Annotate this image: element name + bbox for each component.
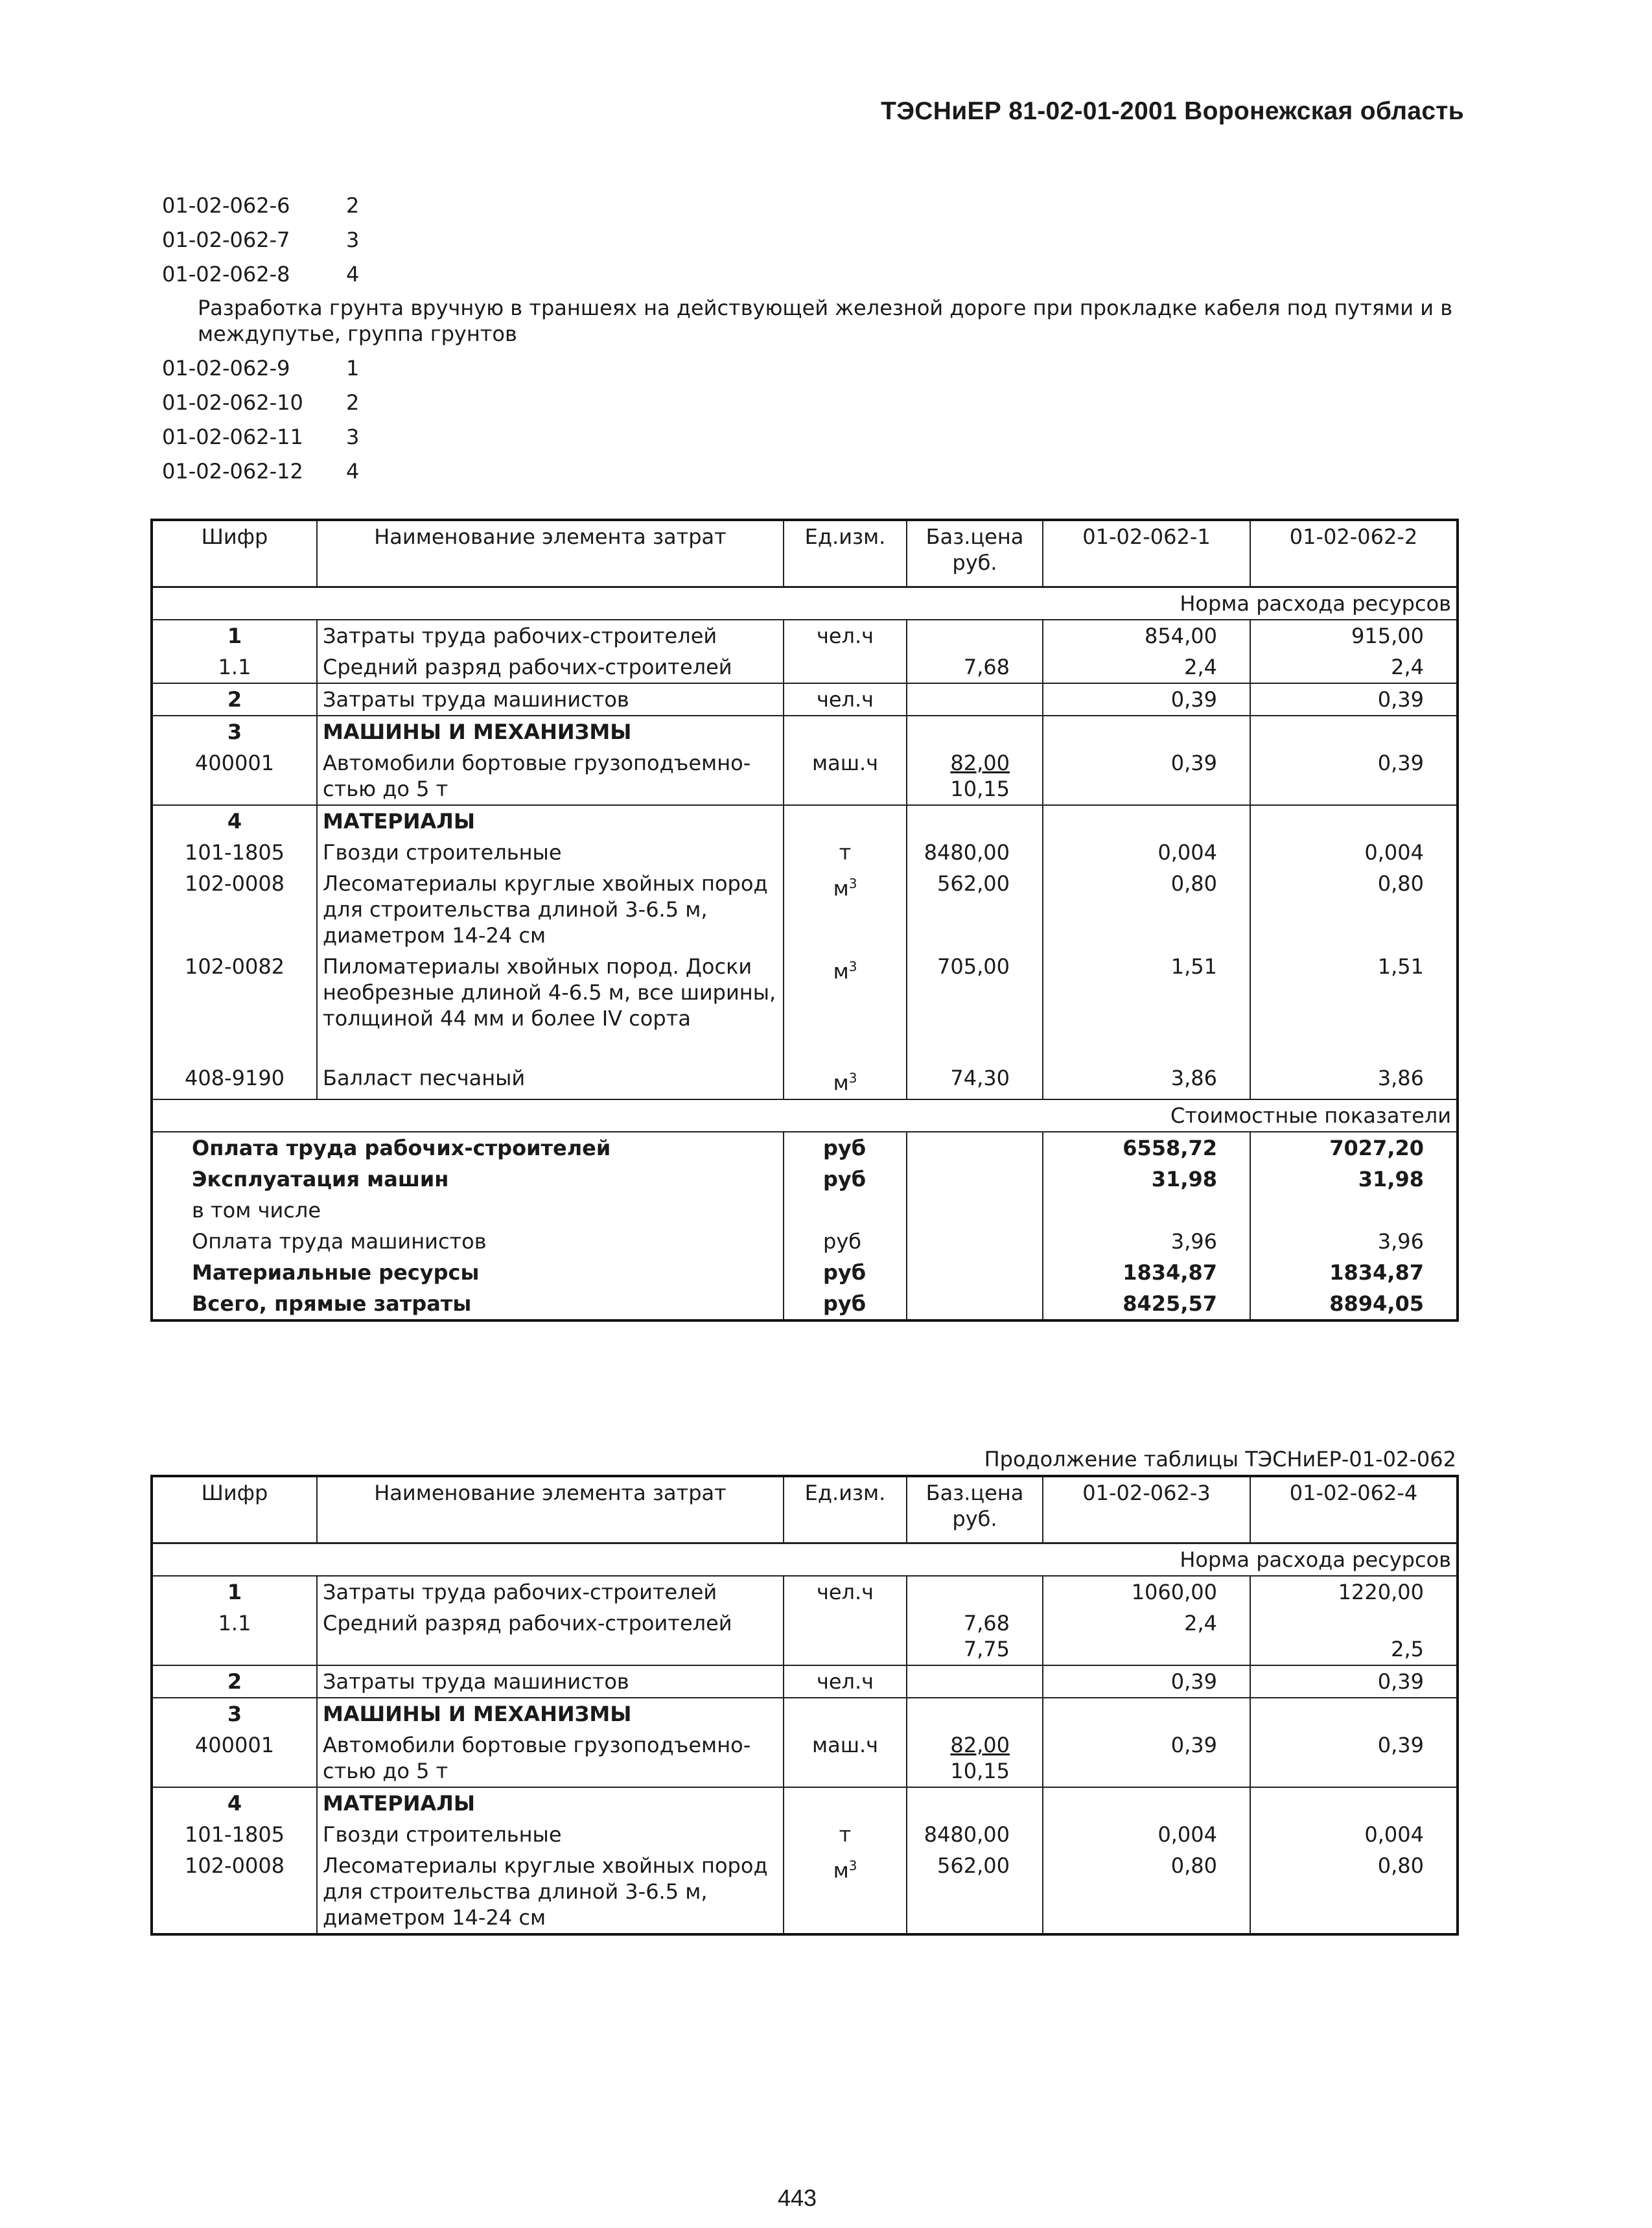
- code: 01-02-062-12: [162, 458, 303, 484]
- row-name: Затраты труда рабочих-строителей: [317, 1576, 784, 1608]
- table-header-row: [152, 520, 1458, 587]
- total-price: [907, 1164, 1043, 1195]
- totals-row: [152, 1195, 1458, 1226]
- row-code: 102-0008: [184, 871, 285, 896]
- row-value-2: [1250, 805, 1458, 837]
- row-value-1: 0,39: [1043, 683, 1250, 716]
- row-value-1: [1043, 1698, 1250, 1730]
- section-row-norm: [152, 1543, 1458, 1577]
- row-unit: т: [784, 837, 907, 868]
- unit-sup: 3: [848, 1070, 857, 1086]
- total-unit: [784, 1195, 907, 1226]
- row-value-2: [1250, 1787, 1458, 1819]
- row-unit: [784, 1698, 907, 1730]
- unit-sup: 3: [848, 959, 857, 974]
- row-value-1: 854,00: [1043, 620, 1250, 651]
- code-group: 4: [346, 261, 360, 287]
- value-line-1: 2,4: [1184, 1611, 1217, 1636]
- row-price: [907, 1576, 1043, 1608]
- price-line-1: 7,68: [963, 1611, 1010, 1636]
- total-price: [907, 1257, 1043, 1288]
- total-label: Материальные ресурсы: [192, 1260, 480, 1285]
- row-code: 408-9190: [184, 1066, 285, 1090]
- total-unit: руб: [784, 1257, 907, 1288]
- total-value-1: 31,98: [1043, 1164, 1250, 1195]
- table-row: [152, 1850, 1458, 1934]
- unit-text: м: [833, 876, 849, 901]
- row-price: [907, 1787, 1043, 1819]
- row-value-1: 0,004: [1043, 1819, 1250, 1850]
- col-header-price: Баз.цена руб.: [907, 1476, 1043, 1543]
- row-value-2: 0,004: [1250, 1819, 1458, 1850]
- row-value-2: 0,004: [1250, 837, 1458, 868]
- row-code: 101-1805: [184, 1822, 285, 1847]
- row-price: [907, 1730, 1043, 1787]
- row-price: 562,00: [907, 1850, 1043, 1934]
- table-row: [152, 805, 1458, 837]
- total-value-2: [1250, 1195, 1458, 1226]
- section-row-norm: [152, 587, 1458, 620]
- code: 01-02-062-10: [162, 390, 303, 415]
- section-row-cost: [152, 1099, 1458, 1132]
- total-label: Оплата труда рабочих-строителей: [192, 1135, 611, 1160]
- total-value-1: 1834,87: [1043, 1257, 1250, 1288]
- total-value-2: 7027,20: [1250, 1132, 1458, 1164]
- total-value-1: 6558,72: [1043, 1132, 1250, 1164]
- code-list: [162, 188, 1494, 488]
- row-value-1: 3,86: [1043, 1062, 1250, 1099]
- row-name: МАТЕРИАЛЫ: [317, 805, 784, 837]
- row-value-1: 0,80: [1043, 1850, 1250, 1934]
- table-row: [152, 1576, 1458, 1608]
- row-unit: маш.ч: [784, 747, 907, 805]
- total-label: Оплата труда машинистов: [192, 1228, 487, 1254]
- row-unit: чел.ч: [784, 683, 907, 716]
- table-row: [152, 1608, 1458, 1665]
- row-value-1: 0,004: [1043, 837, 1250, 868]
- work-description: Разработка грунта вручную в траншеях на действующей железной дороге при прокладке кабеля под путями и в междупутье, группа грунтов: [198, 296, 1453, 346]
- row-code: 101-1805: [184, 840, 285, 865]
- total-unit: руб: [784, 1226, 907, 1257]
- price-bottom: 10,15: [950, 777, 1010, 801]
- row-value-1: [1043, 1608, 1250, 1665]
- table-row: [152, 651, 1458, 683]
- row-value-2: 3,86: [1250, 1062, 1458, 1099]
- table-row: [152, 868, 1458, 951]
- unit-text: м: [833, 959, 849, 984]
- unit-text: м: [833, 1070, 849, 1096]
- col-header-name: Наименование элемента затрат: [317, 1476, 784, 1543]
- row-code: 3: [152, 716, 317, 747]
- row-value-1: 0,39: [1043, 1665, 1250, 1698]
- row-name: МАШИНЫ И МЕХАНИЗМЫ: [317, 716, 784, 747]
- table-row: [152, 716, 1458, 747]
- row-name: МАШИНЫ И МЕХАНИЗМЫ: [317, 1698, 784, 1730]
- table-row: [152, 683, 1458, 716]
- row-code: 102-0008: [184, 1853, 285, 1878]
- total-price: [907, 1226, 1043, 1257]
- row-value-2: 0,39: [1250, 1730, 1458, 1787]
- row-code: 4: [152, 1787, 317, 1819]
- row-price: 705,00: [907, 951, 1043, 1062]
- price-top: 82,00: [950, 1733, 1010, 1757]
- table-row: [152, 837, 1458, 868]
- row-unit: чел.ч: [784, 1576, 907, 1608]
- row-unit: т: [784, 1819, 907, 1850]
- section-title: Норма расхода ресурсов: [152, 587, 1458, 620]
- code: 01-02-062-11: [162, 424, 303, 449]
- resource-table-1: [150, 519, 1459, 1322]
- table-row: [152, 1730, 1458, 1787]
- totals-row: [152, 1226, 1458, 1257]
- table-row: [152, 951, 1458, 1062]
- row-code: 102-0082: [184, 954, 285, 979]
- row-unit: [784, 951, 907, 1062]
- total-price: [907, 1132, 1043, 1164]
- row-value-2: 915,00: [1250, 620, 1458, 651]
- row-unit: чел.ч: [784, 1665, 907, 1698]
- col-header-unit: Ед.изм.: [784, 520, 907, 587]
- row-unit: [784, 1608, 907, 1665]
- code-group: 3: [346, 424, 360, 449]
- code-group: 1: [346, 355, 360, 381]
- table-row: [152, 1787, 1458, 1819]
- total-value-2: 31,98: [1250, 1164, 1458, 1195]
- row-code: 2: [152, 1665, 317, 1698]
- row-name: Лесоматериалы круглые хвойных пород для строительства длиной 3-6.5 м, диаметром 14-24 см: [317, 1850, 784, 1934]
- row-name: Автомобили бортовые грузоподъемно-стью до 5 т: [317, 747, 784, 805]
- row-code: 400001: [194, 1733, 275, 1757]
- row-price: [907, 805, 1043, 837]
- row-name: Автомобили бортовые грузоподъемно-стью до 5 т: [317, 1730, 784, 1787]
- col-header-code-2: 01-02-062-2: [1250, 520, 1458, 587]
- row-value-1: 2,4: [1043, 651, 1250, 683]
- row-price: [907, 747, 1043, 805]
- row-value-1: 1,51: [1043, 951, 1250, 1062]
- row-value-2: 0,80: [1250, 868, 1458, 951]
- price-line-2: 7,75: [963, 1637, 1010, 1661]
- code-row: [162, 351, 1494, 385]
- code-group: 4: [346, 458, 360, 484]
- row-value-2: [1250, 1698, 1458, 1730]
- table-row: [152, 1698, 1458, 1730]
- row-price: [907, 716, 1043, 747]
- col-header-shifr: Шифр: [152, 1476, 317, 1543]
- code-row: [162, 188, 1494, 222]
- totals-row: [152, 1132, 1458, 1164]
- row-price: 7,68: [907, 651, 1043, 683]
- unit-sup: 3: [848, 1858, 857, 1873]
- row-name: Средний разряд рабочих-строителей: [317, 651, 784, 683]
- row-unit: [784, 868, 907, 951]
- row-name: Затраты труда рабочих-строителей: [317, 620, 784, 651]
- total-value-2: 8894,05: [1250, 1288, 1458, 1320]
- row-name: Средний разряд рабочих-строителей: [317, 1608, 784, 1665]
- row-value-1: 0,39: [1043, 1730, 1250, 1787]
- row-price: 8480,00: [907, 837, 1043, 868]
- row-unit: [784, 1062, 907, 1099]
- totals-row: [152, 1164, 1458, 1195]
- row-value-2: 0,39: [1250, 747, 1458, 805]
- row-unit: чел.ч: [784, 620, 907, 651]
- total-unit: руб: [784, 1132, 907, 1164]
- row-price: 562,00: [907, 868, 1043, 951]
- row-name: Балласт песчаный: [317, 1062, 784, 1099]
- unit-sup: 3: [848, 876, 857, 891]
- row-code: 3: [152, 1698, 317, 1730]
- total-value-2: 1834,87: [1250, 1257, 1458, 1288]
- row-name: Пиломатериалы хвойных пород. Доски необрезные длиной 4-6.5 м, все ширины, толщиной 44 мм и более IV сорта: [317, 951, 784, 1062]
- page-number: 443: [778, 2185, 817, 2211]
- code-group: 3: [346, 227, 360, 252]
- row-code: 400001: [194, 751, 275, 775]
- table-header-row: [152, 1476, 1458, 1543]
- row-name: Лесоматериалы круглые хвойных пород для строительства длиной 3-6.5 м, диаметром 14-24 см: [317, 868, 784, 951]
- row-unit: [784, 1850, 907, 1934]
- col-header-code-1: 01-02-062-1: [1043, 520, 1250, 587]
- section-title: Норма расхода ресурсов: [152, 1543, 1458, 1577]
- table-row: [152, 1062, 1458, 1099]
- row-name: Гвозди строительные: [317, 1819, 784, 1850]
- row-price: [907, 1698, 1043, 1730]
- total-price: [907, 1288, 1043, 1320]
- code-group: 2: [346, 390, 360, 415]
- row-unit: [784, 1787, 907, 1819]
- row-value-2: [1250, 716, 1458, 747]
- row-value-2: 2,4: [1250, 651, 1458, 683]
- row-value-1: [1043, 1787, 1250, 1819]
- total-unit: руб: [784, 1164, 907, 1195]
- total-label: Эксплуатация машин: [192, 1166, 449, 1191]
- row-value-1: [1043, 805, 1250, 837]
- total-unit: руб: [784, 1288, 907, 1320]
- row-code: 4: [152, 805, 317, 837]
- col-header-name: Наименование элемента затрат: [317, 520, 784, 587]
- row-price: [907, 683, 1043, 716]
- col-header-shifr: Шифр: [152, 520, 317, 587]
- col-header-code-3: 01-02-062-3: [1043, 1476, 1250, 1543]
- table-row: [152, 620, 1458, 651]
- code-row: [162, 222, 1494, 257]
- row-value-2: 1,51: [1250, 951, 1458, 1062]
- row-unit: [784, 651, 907, 683]
- row-code: 1: [227, 1580, 242, 1604]
- row-price: [907, 1608, 1043, 1665]
- row-code: 1.1: [218, 1611, 251, 1636]
- price-bottom: 10,15: [950, 1759, 1010, 1783]
- row-unit: маш.ч: [784, 1730, 907, 1787]
- price-top: 82,00: [950, 751, 1010, 775]
- section-title: Стоимостные показатели: [152, 1099, 1458, 1132]
- row-unit: [784, 716, 907, 747]
- row-value-1: 1060,00: [1043, 1576, 1250, 1608]
- row-unit: [784, 805, 907, 837]
- row-price: 74,30: [907, 1062, 1043, 1099]
- table-row: [152, 1819, 1458, 1850]
- row-value-2: 0,39: [1250, 683, 1458, 716]
- row-name: Гвозди строительные: [317, 837, 784, 868]
- total-value-2: 3,96: [1250, 1226, 1458, 1257]
- row-name: МАТЕРИАЛЫ: [317, 1787, 784, 1819]
- totals-row: [152, 1288, 1458, 1320]
- code: 01-02-062-9: [162, 355, 290, 381]
- row-price: 8480,00: [907, 1819, 1043, 1850]
- totals-row: [152, 1257, 1458, 1288]
- row-code: 2: [152, 683, 317, 716]
- row-price: [907, 1665, 1043, 1698]
- total-price: [907, 1195, 1043, 1226]
- code-row: [162, 385, 1494, 419]
- unit-text: м: [833, 1858, 849, 1883]
- code-row: [162, 454, 1494, 488]
- code: 01-02-062-8: [162, 261, 290, 287]
- value-line-2: 2,5: [1391, 1637, 1424, 1661]
- row-value-1: [1043, 716, 1250, 747]
- total-value-1: 3,96: [1043, 1226, 1250, 1257]
- row-price: [907, 620, 1043, 651]
- code: 01-02-062-6: [162, 193, 290, 218]
- total-label: Всего, прямые затраты: [192, 1291, 472, 1316]
- row-code: 1: [227, 624, 242, 648]
- code-group: 2: [346, 193, 360, 218]
- row-value-2: 1220,00: [1250, 1576, 1458, 1608]
- table-row: [152, 747, 1458, 805]
- row-name: Затраты труда машинистов: [317, 683, 784, 716]
- code: 01-02-062-7: [162, 227, 290, 252]
- document-header: ТЭСНиЕР 81-02-01-2001 Воронежская область: [881, 97, 1464, 125]
- total-label: в том числе: [192, 1197, 321, 1223]
- row-value-2: 0,80: [1250, 1850, 1458, 1934]
- code-row: [162, 257, 1494, 291]
- table-row: [152, 1665, 1458, 1698]
- total-value-1: [1043, 1195, 1250, 1226]
- code-row: [162, 419, 1494, 454]
- row-code: 1.1: [218, 655, 251, 679]
- total-value-1: 8425,57: [1043, 1288, 1250, 1320]
- col-header-price: Баз.цена руб.: [907, 520, 1043, 587]
- continuation-caption: Продолжение таблицы ТЭСНиЕР-01-02-062: [984, 1447, 1456, 1472]
- resource-table-2: [150, 1475, 1459, 1936]
- col-header-unit: Ед.изм.: [784, 1476, 907, 1543]
- col-header-code-4: 01-02-062-4: [1250, 1476, 1458, 1543]
- row-value-1: 0,80: [1043, 868, 1250, 951]
- row-value-2: 0,39: [1250, 1665, 1458, 1698]
- row-value-2: [1250, 1608, 1458, 1665]
- row-value-1: 0,39: [1043, 747, 1250, 805]
- row-name: Затраты труда машинистов: [317, 1665, 784, 1698]
